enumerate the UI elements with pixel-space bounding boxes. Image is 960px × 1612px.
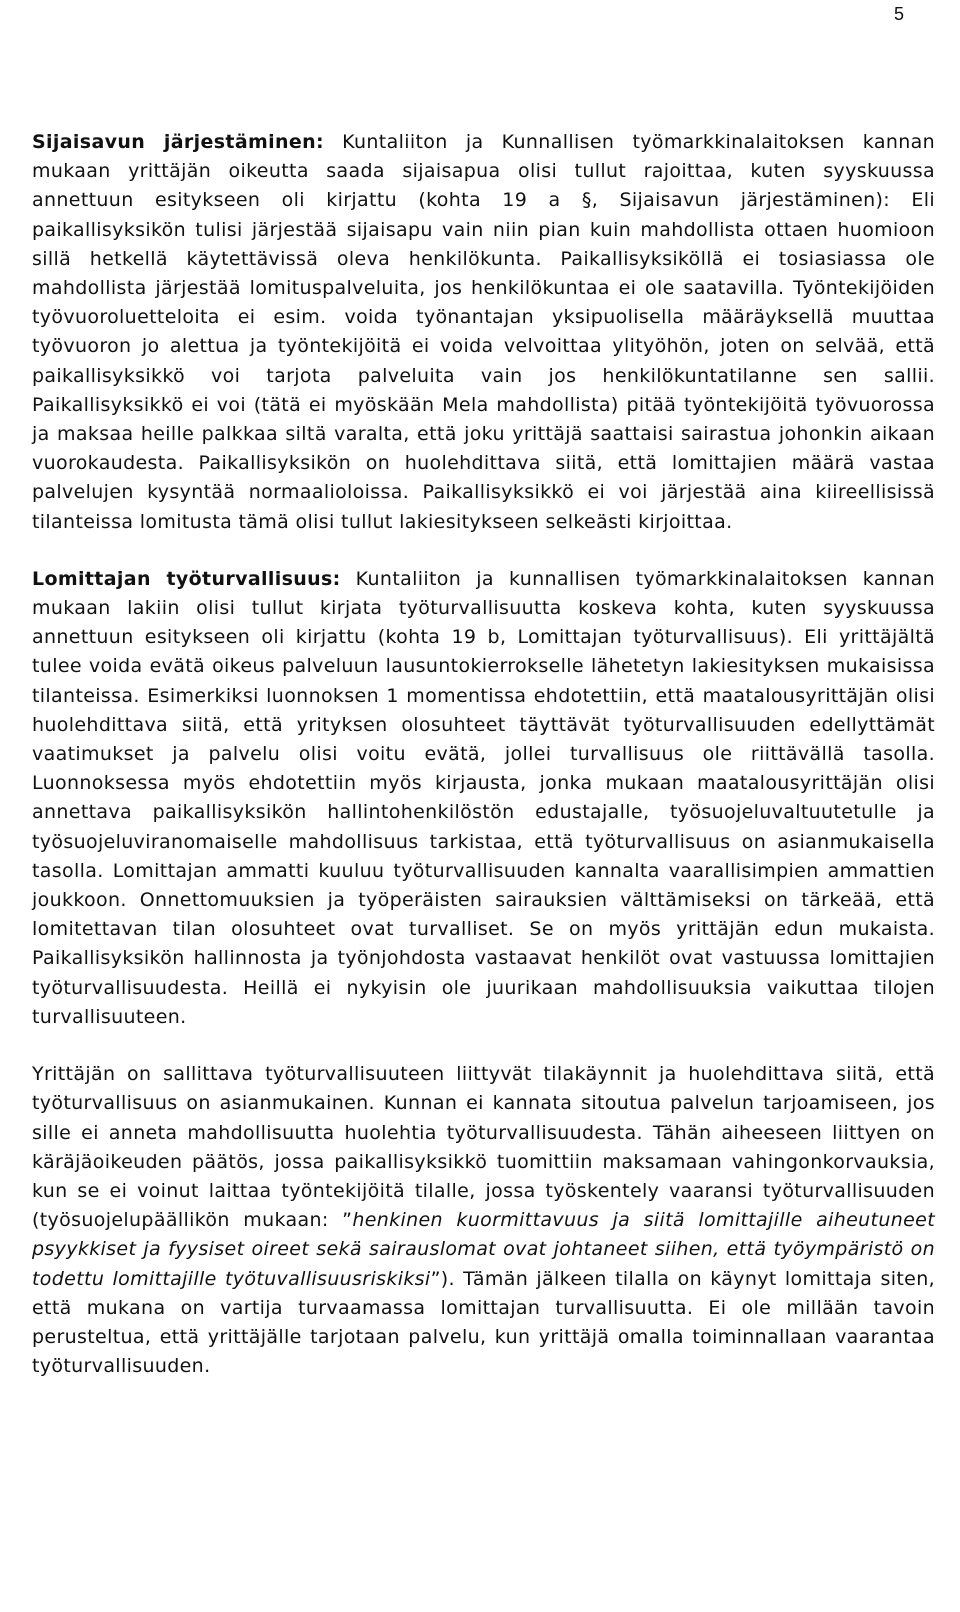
paragraph-heading: Lomittajan työturvallisuus: (32, 567, 341, 590)
paragraph-sijaisavun-jarjestaminen (32, 128, 935, 537)
document-body (32, 128, 935, 1409)
page-number: 5 (893, 4, 904, 24)
paragraph-tilakaynnit (32, 1060, 935, 1381)
paragraph-lomittajan-tyoturvallisuus (32, 565, 935, 1032)
paragraph-text-continued: ”). Tämän jälkeen tilalla on käynyt lomittaja siten, että mukana on vartija turvaamassa lomittajan turvallisuutta. Ei ole millään tavoin perusteltua, että yrittäjälle tarjotaan palvelu, kun yrittäjä omalla toiminnallaan vaarantaa työturvallisuuden. (32, 1267, 935, 1378)
paragraph-text: Kuntaliiton ja Kunnallisen työmarkkinalaitoksen kannan mukaan yrittäjän oikeutta saada sijaisapua olisi tullut rajoittaa, kuten syyskuussa annettuun esitykseen oli kirjattu (kohta 19 a §, Sijaisavun järjestäminen): Eli paikallisyksikön tulisi järjestää sijaisapu vain niin pian kuin mahdollista ottaen huomioon sillä hetkellä käytettävissä oleva henkilökunta. Paikallisyksiköllä ei tosiasiassa ole mahdollista järjestää lomituspalveluita, jos henkilökuntaa ei ole saatavilla. Työntekijöiden työvuoroluetteloita ei esim. voida työnantajan yksipuolisella määräyksellä muuttaa työvuoron jo alettua ja työntekijöitä ei voida velvoittaa ylityöhön, joten on selvää, että paikallisyksikkö voi tarjota palveluita vain jos henkilökuntatilanne sen sallii. Paikallisyksikkö ei voi (tätä ei myöskään Mela mahdollista) pitää työntekijöitä työvuorossa ja maksaa heille palkkaa siltä varalta, että joku yrittäjä saattaisi sairastua johonkin aikaan vuorokaudesta. Paikallisyksikön on huolehdittava siitä, että lomittajien määrä vastaa palvelujen kysyntää normaalioloissa. Paikallisyksikkö ei voi järjestää aina kiireellisissä tilanteissa lomitusta tämä olisi tullut lakiesitykseen selkeästi kirjoittaa. (32, 131, 935, 533)
quoted-statement: henkinen kuormittavuus ja siitä lomittajille aiheutuneet psyykkiset ja fyysiset oireet sekä sairauslomat ovat johtaneet siihen, että työympäristö on todettu lomittajille työtuvallisuusriskiksi (32, 1209, 935, 1290)
paragraph-heading: Sijaisavun järjestäminen: (32, 131, 324, 153)
paragraph-text: Yrittäjän on sallittava työturvallisuuteen liittyvät tilakäynnit ja huolehdittava siitä, että työturvallisuus on asianmukainen. Kunnan ei kannata sitoutua palvelun tarjoamiseen, jos sille ei anneta mahdollisuutta huolehtia työturvallisuudesta. Tähän aiheeseen liittyen on käräjäoikeuden päätös, jossa paikallisyksikkö tuomittiin maksamaan vahingonkorvauksia, kun se ei voinut laittaa työntekijöitä tilalle, jossa työskentely vaaransi työturvallisuuden (työsuojelupäällikön mukaan: ” (32, 1063, 935, 1232)
paragraph-text: Kuntaliiton ja kunnallisen työmarkkinalaitoksen kannan mukaan lakiin olisi tullut kirjata työturvallisuutta koskeva kohta, kuten syyskuussa annettuun esitykseen oli kirjattu (kohta 19 b, Lomittajan työturvallisuus). Eli yrittäjältä tulee voida evätä oikeus palveluun lausuntokierrokselle lähetetyn lakiesityksen mukaisissa tilanteissa. Esimerkiksi luonnoksen 1 momentissa ehdotettiin, että maatalousyrittäjän olisi huolehdittava siitä, että yrityksen olosuhteet täyttävät työturvallisuuden edellyttämät vaatimukset ja palvelu olisi voitu evätä, jollei turvallisuus ole riittävällä tasolla. Luonnoksessa myös ehdotettiin myös kirjausta, jonka mukaan maatalousyrittäjän olisi annettava paikallisyksikön hallintohenkilöstön edustajalle, työsuojeluvaltuutetulle ja työsuojeluviranomaiselle mahdollisuus tarkistaa, että työturvallisuus on asianmukaisella tasolla. Lomittajan ammatti kuuluu työturvallisuuden kannalta vaarallisimpien ammattien joukkoon. Onnettomuuksien ja työperäisten sairauksien välttämiseksi on tärkeää, että lomitettavan tilan olosuhteet ovat turvalliset. Se on myös yrittäjän edun mukaista. Paikallisyksikön hallinnosta ja työnjohdosta vastaavat henkilöt ovat vastuussa lomittajien työturvallisuudesta. Heillä ei nykyisin ole juurikaan mahdollisuuksia vaikuttaa tilojen turvallisuuteen. (32, 567, 935, 1028)
